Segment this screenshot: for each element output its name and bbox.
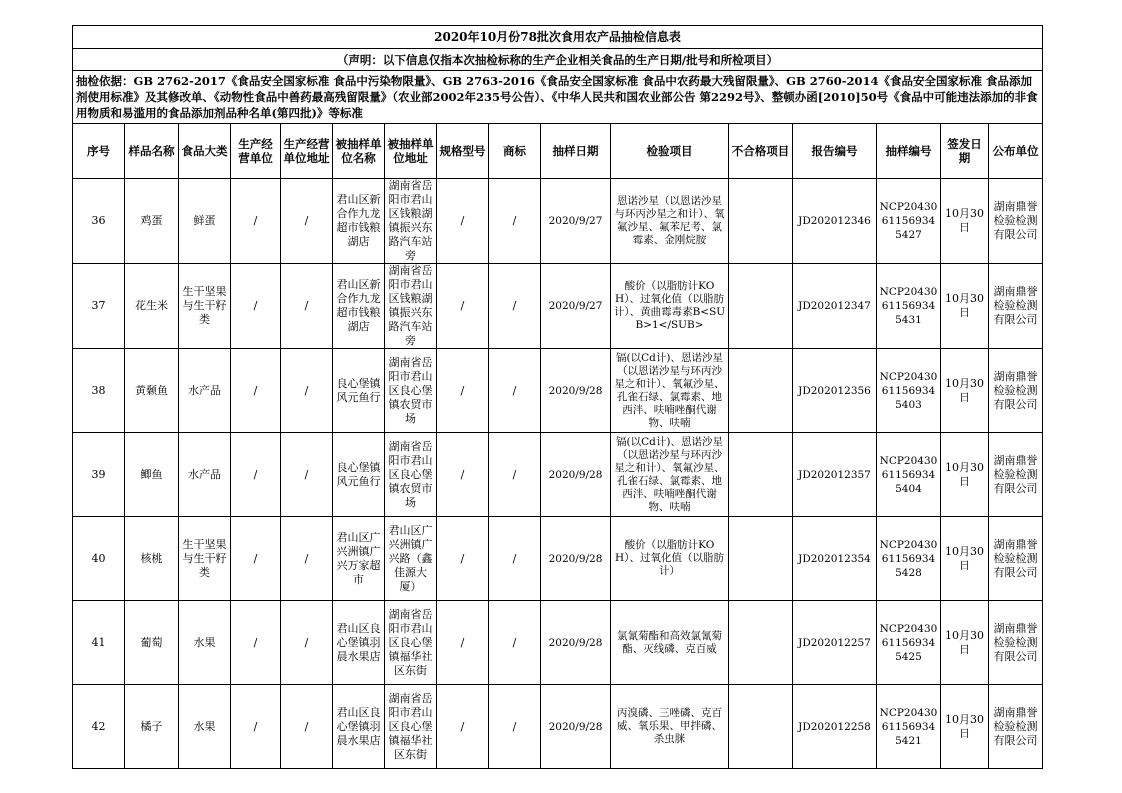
column-header: 检验项目 bbox=[611, 124, 729, 179]
food-category: 鲜蛋 bbox=[179, 179, 231, 264]
issue-date: 10月30日 bbox=[941, 685, 989, 769]
spec-model: / bbox=[437, 264, 489, 349]
food-category: 水果 bbox=[179, 685, 231, 769]
failed-items bbox=[729, 433, 793, 517]
publisher: 湖南鼎誉检验检测有限公司 bbox=[989, 433, 1043, 517]
producer-address: / bbox=[281, 601, 333, 685]
issue-date: 10月30日 bbox=[941, 601, 989, 685]
food-category: 水产品 bbox=[179, 433, 231, 517]
publisher: 湖南鼎誉检验检测有限公司 bbox=[989, 349, 1043, 433]
publisher: 湖南鼎誉检验检测有限公司 bbox=[989, 685, 1043, 769]
test-items: 镉(以Cd计)、恩诺沙星（以恩诺沙星与环丙沙星之和计）、氧氟沙星、孔雀石绿、氯霉素、地西泮、呋喃唑酮代谢物、呋喃 bbox=[611, 349, 729, 433]
sampled-unit-name: 君山区新合作九龙超市钱粮湖店 bbox=[333, 264, 385, 349]
sample-name: 橘子 bbox=[125, 685, 179, 769]
sampled-unit-address: 湖南省岳阳市君山区良心堡镇福华社区东街 bbox=[385, 685, 437, 769]
sample-number: NCP20430611569345428 bbox=[877, 517, 941, 601]
sample-name: 核桃 bbox=[125, 517, 179, 601]
header-row bbox=[73, 124, 1043, 179]
sample-name: 花生米 bbox=[125, 264, 179, 349]
column-header: 商标 bbox=[489, 124, 541, 179]
column-header: 序号 bbox=[73, 124, 125, 179]
sample-number: NCP20430611569345431 bbox=[877, 264, 941, 349]
food-category: 水果 bbox=[179, 601, 231, 685]
column-header: 被抽样单位名称 bbox=[333, 124, 385, 179]
column-header: 不合格项目 bbox=[729, 124, 793, 179]
sampled-unit-name: 良心堡镇风元鱼行 bbox=[333, 349, 385, 433]
table-row bbox=[73, 179, 1043, 264]
producer-name: / bbox=[231, 601, 281, 685]
spec-model: / bbox=[437, 179, 489, 264]
sampled-unit-address: 君山区广兴洲镇广兴路（鑫佳源大厦） bbox=[385, 517, 437, 601]
table-row bbox=[73, 349, 1043, 433]
report-number: JD202012347 bbox=[793, 264, 877, 349]
sampling-date: 2020/9/28 bbox=[541, 433, 611, 517]
sampled-unit-name: 良心堡镇风元鱼行 bbox=[333, 433, 385, 517]
column-header: 被抽样单位地址 bbox=[385, 124, 437, 179]
test-items: 丙溴磷、三唑磷、克百威、氧乐果、甲拌磷、杀虫脒 bbox=[611, 685, 729, 769]
brand: / bbox=[489, 179, 541, 264]
row-number: 41 bbox=[73, 601, 125, 685]
spec-model: / bbox=[437, 601, 489, 685]
brand: / bbox=[489, 264, 541, 349]
sampled-unit-address: 湖南省岳阳市君山区良心堡镇农贸市场 bbox=[385, 349, 437, 433]
food-category: 水产品 bbox=[179, 349, 231, 433]
sampled-unit-address: 湖南省岳阳市君山区良心堡镇农贸市场 bbox=[385, 433, 437, 517]
sample-number: NCP20430611569345427 bbox=[877, 179, 941, 264]
table-body bbox=[73, 179, 1043, 769]
producer-name: / bbox=[231, 349, 281, 433]
sample-number: NCP20430611569345404 bbox=[877, 433, 941, 517]
report-number: JD202012354 bbox=[793, 517, 877, 601]
brand: / bbox=[489, 433, 541, 517]
test-items: 镉(以Cd计)、恩诺沙星（以恩诺沙星与环丙沙星之和计）、氧氟沙星、孔雀石绿、氯霉素、地西泮、呋喃唑酮代谢物、呋喃 bbox=[611, 433, 729, 517]
table-row bbox=[73, 264, 1043, 349]
report-number: JD202012346 bbox=[793, 179, 877, 264]
sampled-unit-name: 君山区新合作九龙超市钱粮湖店 bbox=[333, 179, 385, 264]
sampling-date: 2020/9/27 bbox=[541, 179, 611, 264]
column-header: 公布单位 bbox=[989, 124, 1043, 179]
row-number: 40 bbox=[73, 517, 125, 601]
sampled-unit-address: 湖南省岳阳市君山区良心堡镇福华社区东街 bbox=[385, 601, 437, 685]
inspection-table bbox=[72, 25, 1043, 769]
producer-address: / bbox=[281, 517, 333, 601]
food-category: 生干坚果与生干籽类 bbox=[179, 517, 231, 601]
test-items: 酸价（以脂肪计KOH）、过氧化值（以脂肪计） bbox=[611, 517, 729, 601]
row-number: 39 bbox=[73, 433, 125, 517]
test-items: 酸价（以脂肪计KOH）、过氧化值（以脂肪计）、黄曲霉毒素B<SUB>1</SUB> bbox=[611, 264, 729, 349]
producer-name: / bbox=[231, 264, 281, 349]
sampled-unit-name: 君山区良心堡镇羽晨水果店 bbox=[333, 601, 385, 685]
issue-date: 10月30日 bbox=[941, 517, 989, 601]
test-items: 氯氰菊酯和高效氯氰菊酯、灭线磷、克百威 bbox=[611, 601, 729, 685]
producer-name: / bbox=[231, 517, 281, 601]
table-row bbox=[73, 601, 1043, 685]
sample-number: NCP20430611569345421 bbox=[877, 685, 941, 769]
table-row bbox=[73, 685, 1043, 769]
brand: / bbox=[489, 601, 541, 685]
report-number: JD202012356 bbox=[793, 349, 877, 433]
column-header: 抽样编号 bbox=[877, 124, 941, 179]
producer-address: / bbox=[281, 685, 333, 769]
sample-name: 黄颡鱼 bbox=[125, 349, 179, 433]
sample-name: 葡萄 bbox=[125, 601, 179, 685]
failed-items bbox=[729, 601, 793, 685]
producer-name: / bbox=[231, 433, 281, 517]
brand: / bbox=[489, 517, 541, 601]
column-header: 规格型号 bbox=[437, 124, 489, 179]
sample-name: 鸡蛋 bbox=[125, 179, 179, 264]
column-header: 生产经营单位 bbox=[231, 124, 281, 179]
producer-name: / bbox=[231, 179, 281, 264]
sampled-unit-address: 湖南省岳阳市君山区钱粮湖镇振兴东路汽车站旁 bbox=[385, 179, 437, 264]
test-items: 恩诺沙星（以恩诺沙星与环丙沙星之和计）、氧氟沙星、氟苯尼考、氯霉素、金刚烷胺 bbox=[611, 179, 729, 264]
sampling-date: 2020/9/28 bbox=[541, 685, 611, 769]
column-header: 抽样日期 bbox=[541, 124, 611, 179]
row-number: 37 bbox=[73, 264, 125, 349]
report-number: JD202012257 bbox=[793, 601, 877, 685]
row-number: 36 bbox=[73, 179, 125, 264]
brand: / bbox=[489, 685, 541, 769]
publisher: 湖南鼎誉检验检测有限公司 bbox=[989, 517, 1043, 601]
sample-name: 鲫鱼 bbox=[125, 433, 179, 517]
sampled-unit-address: 湖南省岳阳市君山区钱粮湖镇振兴东路汽车站旁 bbox=[385, 264, 437, 349]
spec-model: / bbox=[437, 349, 489, 433]
issue-date: 10月30日 bbox=[941, 179, 989, 264]
issue-date: 10月30日 bbox=[941, 349, 989, 433]
sampling-date: 2020/9/28 bbox=[541, 349, 611, 433]
spec-model: / bbox=[437, 433, 489, 517]
spec-model: / bbox=[437, 685, 489, 769]
row-number: 38 bbox=[73, 349, 125, 433]
sampled-unit-name: 君山区广兴洲镇广兴万家超市 bbox=[333, 517, 385, 601]
sample-number: NCP20430611569345425 bbox=[877, 601, 941, 685]
row-number: 42 bbox=[73, 685, 125, 769]
producer-address: / bbox=[281, 179, 333, 264]
failed-items bbox=[729, 179, 793, 264]
failed-items bbox=[729, 517, 793, 601]
publisher: 湖南鼎誉检验检测有限公司 bbox=[989, 264, 1043, 349]
sampling-date: 2020/9/28 bbox=[541, 601, 611, 685]
column-header: 食品大类 bbox=[179, 124, 231, 179]
sampled-unit-name: 君山区良心堡镇羽晨水果店 bbox=[333, 685, 385, 769]
producer-address: / bbox=[281, 264, 333, 349]
report-number: JD202012258 bbox=[793, 685, 877, 769]
sample-number: NCP20430611569345403 bbox=[877, 349, 941, 433]
issue-date: 10月30日 bbox=[941, 433, 989, 517]
sampling-date: 2020/9/27 bbox=[541, 264, 611, 349]
table-notice: （声明：以下信息仅指本次抽检标称的生产企业相关食品的生产日期/批号和所检项目） bbox=[73, 49, 1043, 71]
table-row bbox=[73, 433, 1043, 517]
table-row bbox=[73, 517, 1043, 601]
failed-items bbox=[729, 264, 793, 349]
column-header: 报告编号 bbox=[793, 124, 877, 179]
producer-address: / bbox=[281, 349, 333, 433]
spec-model: / bbox=[437, 517, 489, 601]
table-title: 2020年10月份78批次食用农产品抽检信息表 bbox=[73, 26, 1043, 49]
producer-address: / bbox=[281, 433, 333, 517]
failed-items bbox=[729, 349, 793, 433]
issue-date: 10月30日 bbox=[941, 264, 989, 349]
failed-items bbox=[729, 685, 793, 769]
publisher: 湖南鼎誉检验检测有限公司 bbox=[989, 601, 1043, 685]
inspection-basis: 抽检依据：GB 2762-2017《食品安全国家标准 食品中污染物限量》、GB 2763-2016《食品安全国家标准 食品中农药最大残留限量》、GB 2760-2014《食品安全国家标准 食品添加剂使用标准》及其修改单、《动物性食品中兽药最高残留限量》（农业部2002年235号公告）、《中华人民共和国农业部公告 第2292号》、整顿办函[2010]50号《食品中可能违法添加的非食用物质和易滥用的食品添加剂品种名单(第四批)》等标准 bbox=[73, 71, 1043, 124]
food-category: 生干坚果与生干籽类 bbox=[179, 264, 231, 349]
report-number: JD202012357 bbox=[793, 433, 877, 517]
producer-name: / bbox=[231, 685, 281, 769]
column-header: 样品名称 bbox=[125, 124, 179, 179]
publisher: 湖南鼎誉检验检测有限公司 bbox=[989, 179, 1043, 264]
column-header: 签发日期 bbox=[941, 124, 989, 179]
sampling-date: 2020/9/28 bbox=[541, 517, 611, 601]
column-header: 生产经营单位地址 bbox=[281, 124, 333, 179]
brand: / bbox=[489, 349, 541, 433]
